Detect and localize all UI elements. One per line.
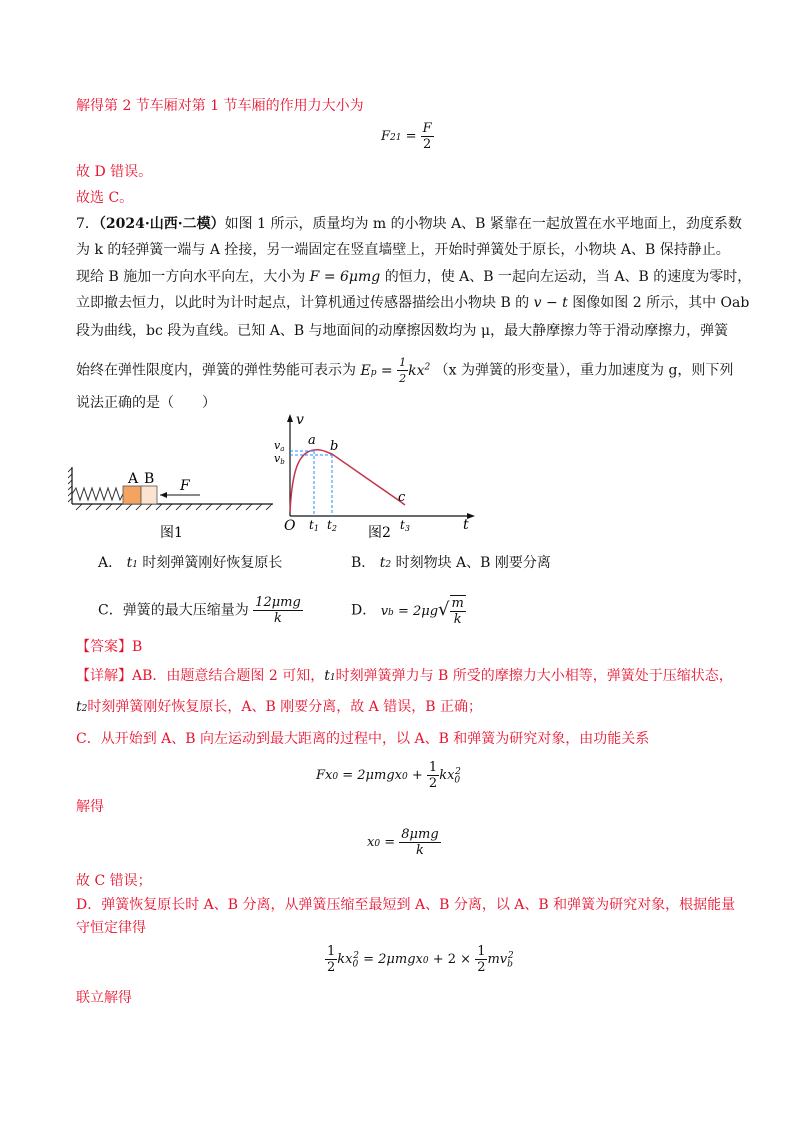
equation-energy: $\frac{1}{2}$ $kx_0^2 = 2\mu mgx0 + 2$ × $\frac{1}{2}$ $mv_b^2$ — [327, 944, 514, 975]
detail-text: 时刻弹簧刚好恢复原长，A、B 刚要分离，故 A 错误，B 正确； — [87, 699, 482, 715]
option-b-label: B． — [351, 555, 376, 571]
axis-t: t — [463, 517, 469, 533]
d-line-2: 守恒定律得 — [76, 920, 146, 936]
label-va: va — [274, 439, 285, 453]
question-text: 立即撤去恒力，以此时为计时起点，计算机通过传感器描绘出小物块 B 的 — [76, 295, 530, 311]
label-b: B — [144, 471, 155, 487]
question-line-2: 为 k 的轻弹簧一端与 A 拴接，另一端固定在竖直墙壁上，开始时弹簧处于原长，小物块 A、B 保持静止。 — [76, 242, 730, 258]
label-t1: t1 — [309, 518, 319, 533]
question-text: 如图 1 所示，质量均为 m 的小物块 A、B 紧靠在一起放置在水平地面上，劲度系数 — [224, 216, 742, 232]
lian-line: 联立解得 — [76, 990, 132, 1006]
v-t-curve — [290, 450, 401, 512]
label-vb: vb — [274, 452, 285, 466]
option-c-formula: $\frac{\text{12μmg}}{k}$ — [255, 595, 301, 626]
d-line-1: D．弹簧恢复原长时 A、B 分离，从弹簧压缩至最短到 A、B 分离，以 A、B 和弹簧为研究对象，根据能量 — [76, 897, 736, 913]
option-a[interactable] — [98, 553, 282, 575]
option-c-text: C．弹簧的最大压缩量为 — [98, 602, 249, 619]
detail-line-2 — [76, 697, 482, 719]
equation-x0: x0 = $\frac{\text{8μmg}}{k}$ — [367, 827, 439, 858]
energy-formula: Ep = $\frac{1}{2}$ $kx^2$ — [360, 356, 431, 385]
solution-line: 解得第 2 节车厢对第 1 节车厢的作用力大小为 — [76, 98, 364, 114]
option-d-formula: vb = 2μg√ $\frac{m}{k}$ — [380, 596, 464, 627]
figure-1 — [68, 467, 273, 541]
option-c[interactable] — [98, 595, 303, 626]
question-text: （x 为弹簧的形变量），重力加速度为 g，则下列 — [434, 362, 734, 379]
question-source: （2024·山西·二模） — [98, 216, 225, 232]
t2-symbol: t2 — [379, 555, 392, 571]
t1-symbol: t1 — [324, 668, 336, 684]
choice-line: 故选 C。 — [76, 190, 134, 206]
detail-text: 【详解】AB．由题意结合题图 2 可知， — [76, 668, 325, 684]
question-text: 现给 B 施加一方向水平向左，大小为 — [76, 269, 306, 285]
option-b[interactable] — [351, 553, 551, 575]
question-line-7: 说法正确的是（ ） — [76, 395, 216, 411]
question-text: 图像如图 2 所示，其中 Oab — [572, 295, 750, 311]
option-d[interactable] — [351, 595, 466, 627]
block-a — [123, 486, 141, 504]
option-a-label: A． — [98, 555, 123, 571]
answer-line: 【答案】B — [76, 639, 143, 655]
force-formula: F = 6μmg — [305, 269, 385, 285]
option-b-text: 时刻物块 A、B 刚要分离 — [395, 555, 551, 571]
question-line-4 — [76, 293, 749, 313]
fig2-caption: 图2 — [368, 525, 391, 541]
label-f: F — [180, 478, 190, 494]
equation-work-energy: Fx0 = 2μmgx0 + $\frac{1}{2}$ $kx_0^2$ — [316, 760, 461, 791]
point-c: c — [398, 490, 406, 505]
point-b: b — [330, 439, 339, 454]
figure-2 — [274, 412, 475, 541]
spring — [72, 488, 123, 500]
question-line-6 — [76, 355, 733, 386]
label-t2: t2 — [327, 518, 337, 533]
question-line-3 — [76, 267, 751, 287]
figure-area — [68, 412, 488, 542]
detail-line-3: C．从开始到 A、B 向左运动到最大距离的过程中，以 A、B 和弹簧为研究对象，由功能关系 — [76, 731, 650, 747]
option-a-text: 时刻弹簧刚好恢复原长 — [142, 555, 283, 571]
question-line-1 — [76, 214, 742, 234]
block-b — [141, 486, 157, 504]
axis-v: v — [296, 412, 304, 428]
origin: O — [284, 518, 296, 534]
question-number: 7． — [76, 216, 99, 232]
question-text: 始终在弹性限度内，弹簧的弹性势能可表示为 — [76, 362, 356, 379]
fig1-caption: 图1 — [160, 525, 183, 541]
option-d-text: D． — [351, 602, 377, 619]
c-wrong-line: 故 C 错误； — [76, 873, 152, 889]
t2-symbol: t2 — [76, 699, 88, 715]
label-t3: t3 — [400, 518, 410, 533]
detail-text: 时刻弹簧弹力与 B 所受的摩擦力大小相等，弹簧处于压缩状态， — [335, 668, 733, 684]
equation-f21: F21 = $\frac{F}{2}$ — [381, 121, 432, 152]
question-line-5: 段为曲线，bc 段为直线。已知 A、B 与地面间的动摩擦因数均为 μ，最大静摩擦力等于滑动摩擦力，弹簧 — [76, 323, 729, 339]
jiede-line: 解得 — [76, 799, 104, 815]
label-a: A — [128, 471, 139, 487]
vt-symbol: v − t — [529, 295, 573, 311]
question-text: 的恒力，使 A、B 一起向左运动，当 A、B 的速度为零时， — [384, 269, 752, 285]
conclusion-line: 故 D 错误。 — [76, 164, 153, 180]
t1-symbol: t1 — [126, 555, 138, 571]
point-a: a — [308, 433, 316, 448]
detail-line-1 — [76, 666, 733, 688]
